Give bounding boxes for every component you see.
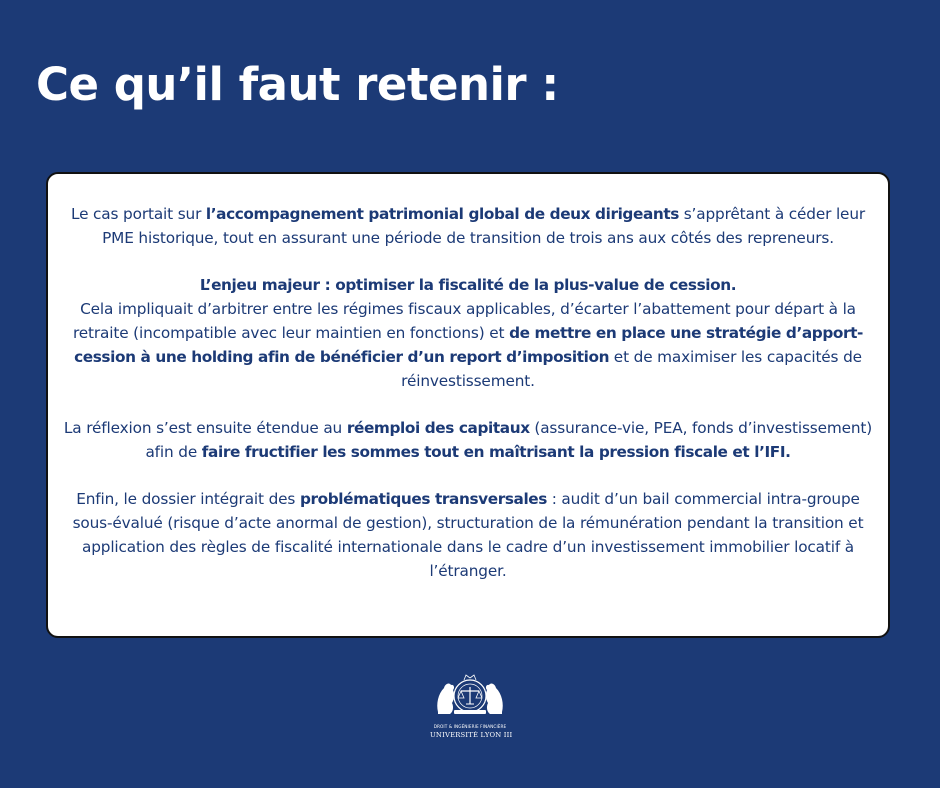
highlight-heading: L’enjeu majeur : optimiser la fiscalité de la plus-value de cession. <box>199 276 737 294</box>
highlight-text: réemploi des capitaux <box>346 419 530 437</box>
paragraph-main-issue <box>54 273 882 393</box>
highlight-text: faire fructifier les sommes tout en maîtrisant la pression fiscale et l’IFI. <box>201 443 791 461</box>
text-segment: Le cas portait sur <box>70 205 206 223</box>
text-segment: et de maximiser les capacités de réinvestissement. <box>401 348 862 390</box>
logo-university-name: UNIVERSITÉ LYON III <box>430 731 513 739</box>
university-logo <box>430 672 513 744</box>
highlight-text: de mettre en place une stratégie d’apport-cession à une holding afin de bénéficier d’un report d’imposition <box>74 324 864 366</box>
text-segment: (assurance-vie, PEA, fonds d’investissement) afin de <box>145 419 873 461</box>
university-crest-icon <box>430 672 510 722</box>
text-segment: : audit d’un bail commercial intra-groupe sous-évalué (risque d’acte anormal de gestion), structuration de la rémunération pendant la transition et application des règles de fiscalité internationale dans le cadre d’un investissement immobilier locatif à l’étranger. <box>72 490 864 580</box>
summary-card <box>46 172 890 638</box>
logo-subtitle: DROIT & INGÉNIERIE FINANCIÈRE <box>433 724 507 729</box>
text-segment: s’apprêtant à céder leur PME historique, tout en assurant une période de transition de trois ans aux côtés des repreneurs. <box>102 205 866 247</box>
paragraph-reinvestment <box>54 416 882 464</box>
paragraph-transversal-issues <box>54 487 882 583</box>
text-segment: La réflexion s’est ensuite étendue au <box>63 419 347 437</box>
page-title: Ce qu’il faut retenir : <box>36 58 559 111</box>
highlight-text: l’accompagnement patrimonial global de deux dirigeants <box>205 205 679 223</box>
paragraph-context <box>54 202 882 250</box>
text-segment: Enfin, le dossier intégrait des <box>76 490 300 508</box>
text-segment: Cela impliquait d’arbitrer entre les régimes fiscaux applicables, d’écarter l’abattement pour départ à la retraite (incompatible avec leur maintien en fonctions) et <box>72 300 856 342</box>
highlight-text: problématiques transversales <box>299 490 547 508</box>
